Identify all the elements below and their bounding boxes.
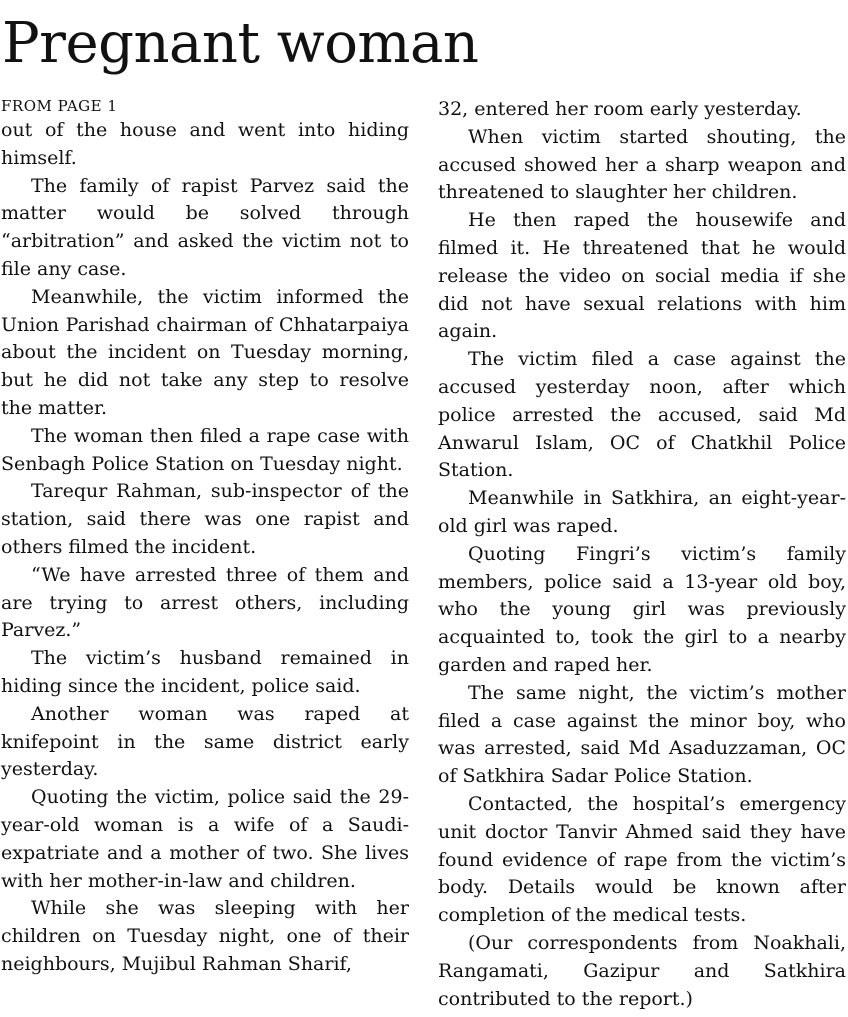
- paragraph: Meanwhile, the victim informed the Union Parishad chairman of Chhatarpaiya about the incident on Tuesday morning, but he did not take any step to resolve the matter.: [1, 285, 409, 419]
- paragraph: 32, entered her room early yesterday.: [438, 98, 802, 120]
- paragraph: Contacted, the hospital’s emergency unit doctor Tanvir Ahmed said they have found evidence of rape from the victim’s body. Details would be known after completion of the medical tests.: [438, 792, 846, 927]
- paragraph: Meanwhile in Satkhira, an eight-year-old girl was raped.: [438, 487, 846, 537]
- paragraph: Tarequr Rahman, sub-inspector of the station, said there was one rapist and others filmed the incident.: [1, 480, 409, 558]
- paragraph: The victim filed a case against the accused yesterday noon, after which police arrested the accused, said Md Anwarul Islam, OC of Chatkhil Police Station.: [438, 348, 846, 482]
- paragraph: When victim started shouting, the accused showed her a sharp weapon and threatened to slaughter her children.: [438, 125, 846, 204]
- paragraph: The family of rapist Parvez said the matter would be solved through “arbitration” and asked the victim not to file any case.: [1, 174, 409, 280]
- paragraph: The woman then filed a rape case with Senbagh Police Station on Tuesday night.: [1, 424, 409, 475]
- article-column-left: [1, 96, 409, 979]
- paragraph: While she was sleeping with her children on Tuesday night, one of their neighbours, Mujibul Rahman Sharif,: [1, 897, 409, 975]
- paragraph: Quoting the victim, police said the 29-year-old woman is a wife of a Saudi-expatriate and a mother of two. She lives with her mother-in-law and children.: [1, 786, 409, 892]
- paragraph: He then raped the housewife and filmed it. He threatened that he would release the video on social media if she did not have sexual relations with him again.: [438, 209, 846, 343]
- paragraph: “We have arrested three of them and are trying to arrest others, including Parvez.”: [1, 563, 409, 642]
- paragraph: The victim’s husband remained in hiding since the incident, police said.: [1, 647, 409, 697]
- article-column-right: [438, 96, 846, 1013]
- paragraph: Quoting Fingri’s victim’s family members, police said a 13-year old boy, who the young girl was previously acquainted to, took the girl to a nearby garden and raped her.: [438, 542, 846, 676]
- continuation-kicker: FROM PAGE 1: [1, 97, 118, 115]
- paragraph: The same night, the victim’s mother filed a case against the minor boy, who was arrested, said Md Asaduzzaman, OC of Satkhira Sadar Police Station.: [438, 681, 846, 788]
- contributors-note: (Our correspondents from Noakhali, Rangamati, Gazipur and Satkhira contributed to the report.): [438, 931, 846, 1010]
- paragraph: Another woman was raped at knifepoint in the same district early yesterday.: [1, 702, 409, 781]
- headline: Pregnant woman: [2, 11, 479, 76]
- paragraph: out of the house and went into hiding himself.: [1, 119, 409, 169]
